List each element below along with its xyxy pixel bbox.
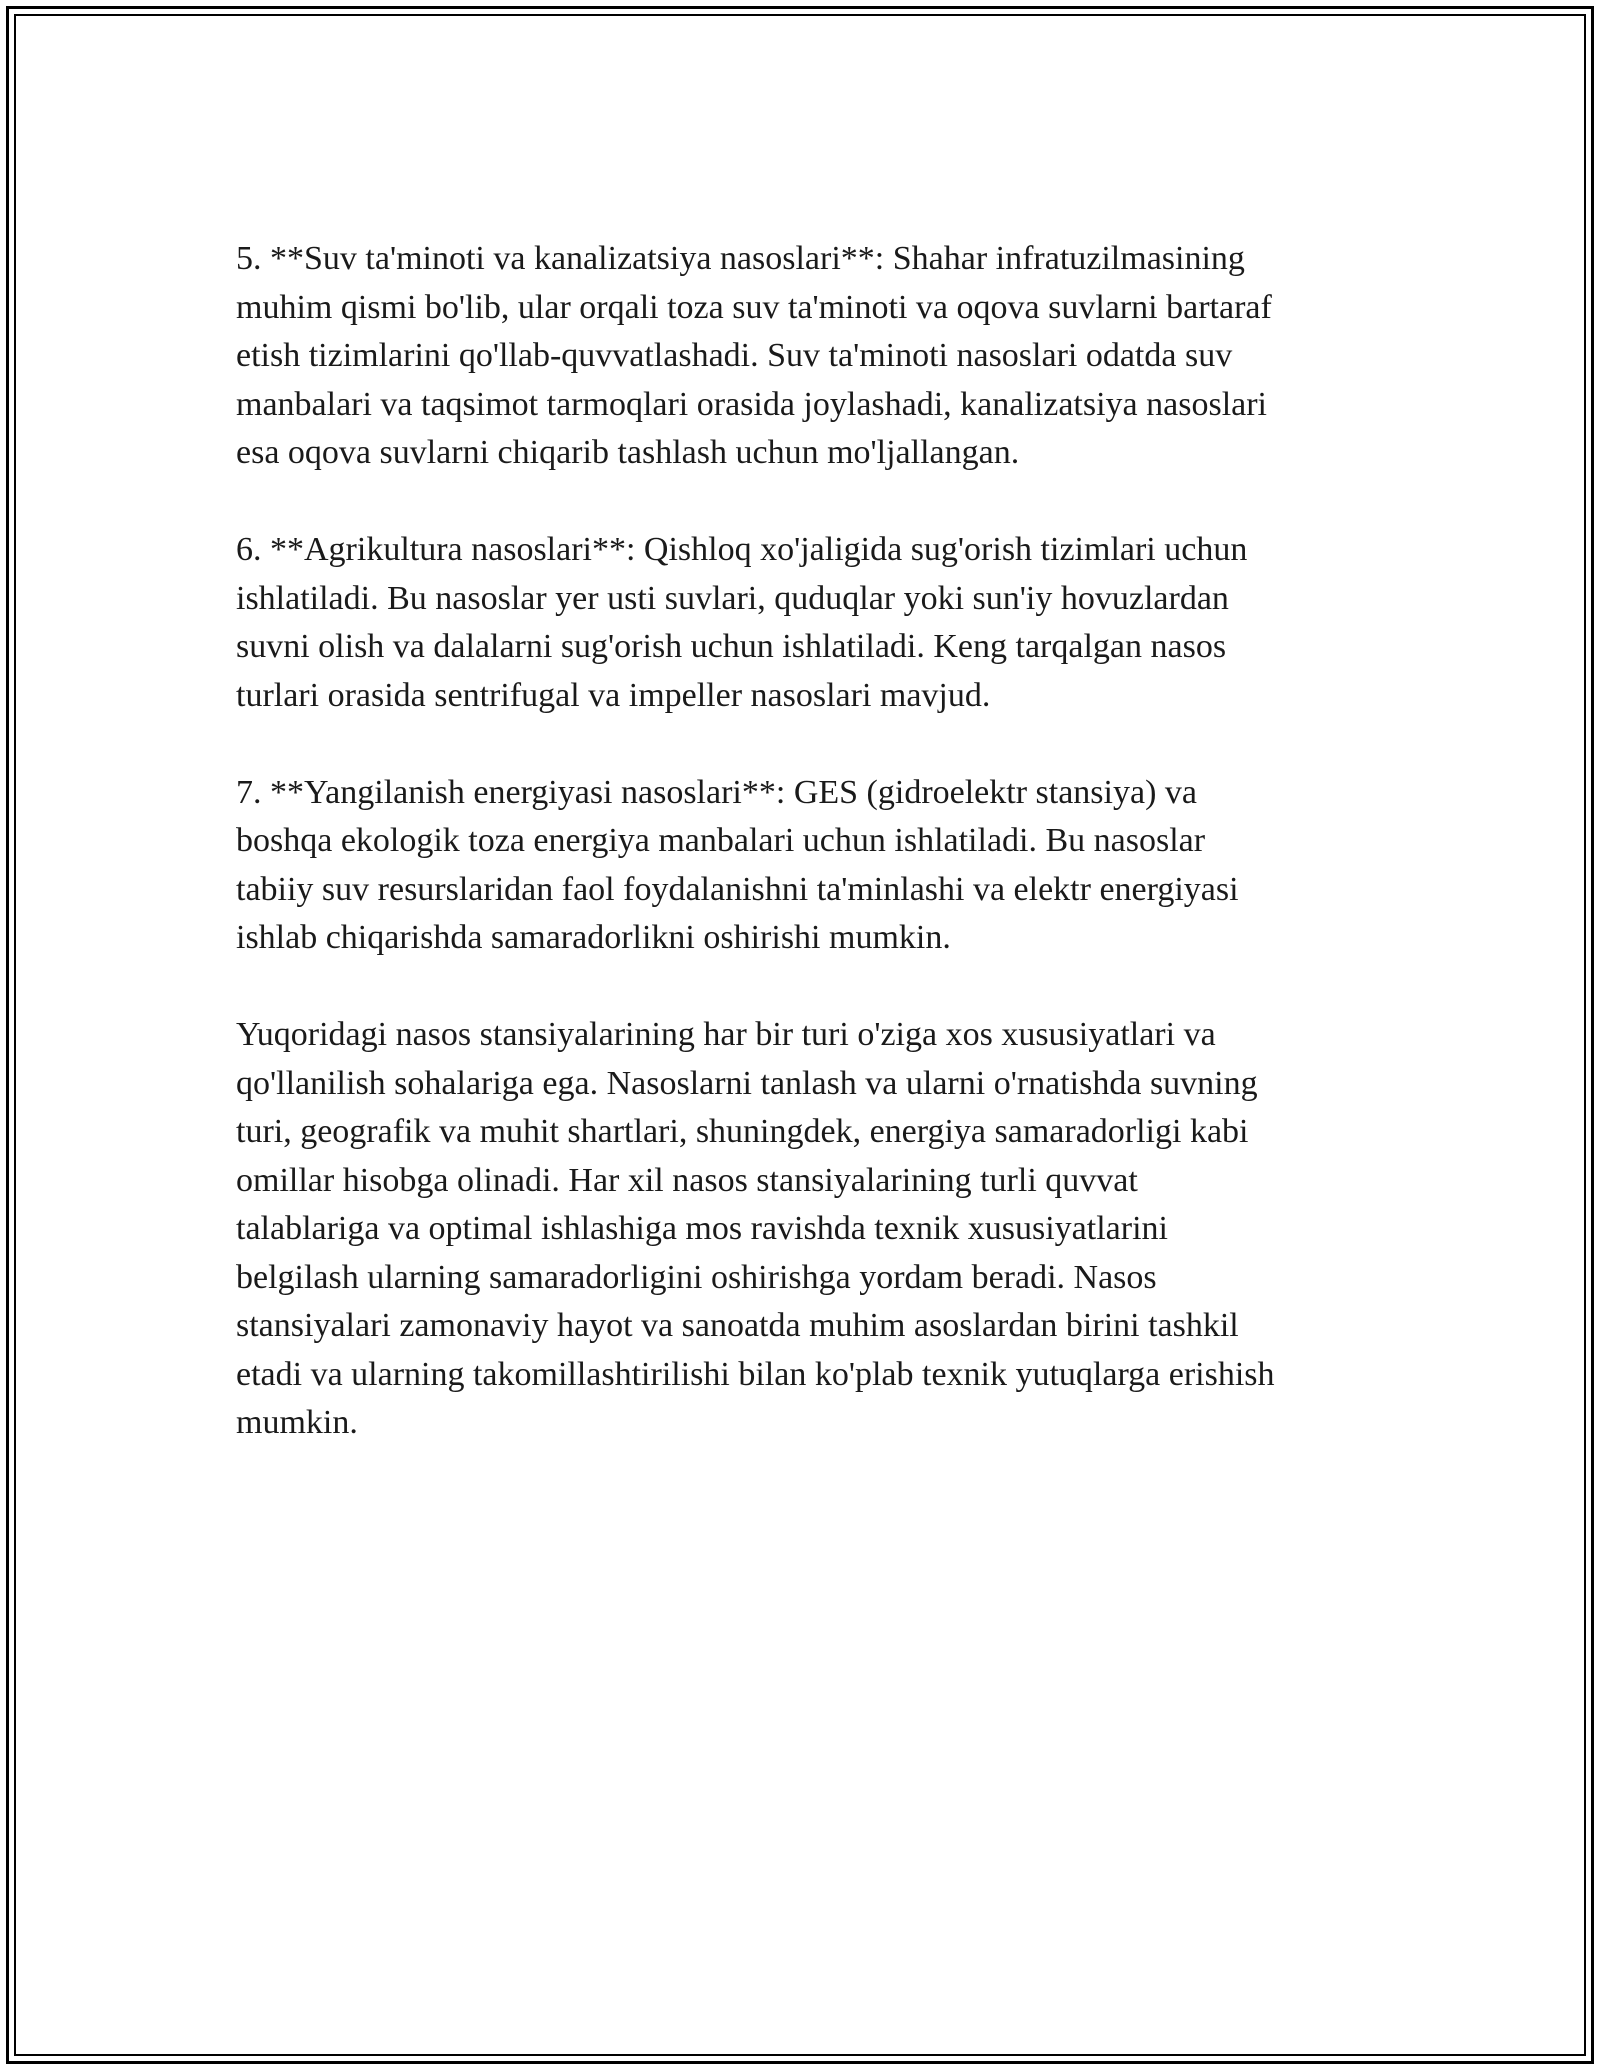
paragraph-item-6-agriculture-pumps: 6. **Agrikultura nasoslari**: Qishloq xo'jaligida sug'orish tizimlari uchun ishlatiladi. Bu nasoslar yer usti suvlari, quduqlar yoki sun'iy hovuzlardan suvni olish va dalalarni sug'orish uchun ishlatiladi. Keng tarqalgan nasos turlari orasida sentrifugal va impeller nasoslari mavjud. (236, 531, 1248, 714)
document-body (236, 235, 1366, 1496)
paragraph-conclusion: Yuqoridagi nasos stansiyalarining har bir turi o'ziga xos xususiyatlari va qo'llanilish sohalariga ega. Nasoslarni tanlash va ularni o'rnatishda suvning turi, geografik va muhit shartlari, shuningdek, energiya samaradorligi kabi omillar hisobga olinadi. Har xil nasos stansiyalarining turli quvvat talablariga va optimal ishlashiga mos ravishda texnik xususiyatlarini belgilash ularning samaradorligini oshirishga yordam beradi. Nasos stansiyalari zamonaviy hayot va sanoatda muhim asoslardan birini tashkil etadi va ularning takomillashtirilishi bilan ko'plab texnik yutuqlarga erishish mumkin. (236, 1016, 1275, 1441)
paragraph-item-5-water-supply-pumps: 5. **Suv ta'minoti va kanalizatsiya nasoslari**: Shahar infratuzilmasining muhim qismi bo'lib, ular orqali toza suv ta'minoti va oqova suvlarni bartaraf etish tizimlarini qo'llab-quvvatlashadi. Suv ta'minoti nasoslari odatda suv manbalari va taqsimot tarmoqlari orasida joylashadi, kanalizatsiya nasoslari esa oqova suvlarni chiqarib tashlash uchun mo'ljallangan. (236, 240, 1272, 471)
paragraph-item-7-renewable-energy-pumps: 7. **Yangilanish energiyasi nasoslari**: GES (gidroelektr stansiya) va boshqa ekologik toza energiya manbalari uchun ishlatiladi. Bu nasoslar tabiiy suv resurslaridan faol foydalanishni ta'minlashi va elektr energiyasi ishlab chiqarishda samaradorlikni oshirishi mumkin. (236, 773, 1239, 956)
